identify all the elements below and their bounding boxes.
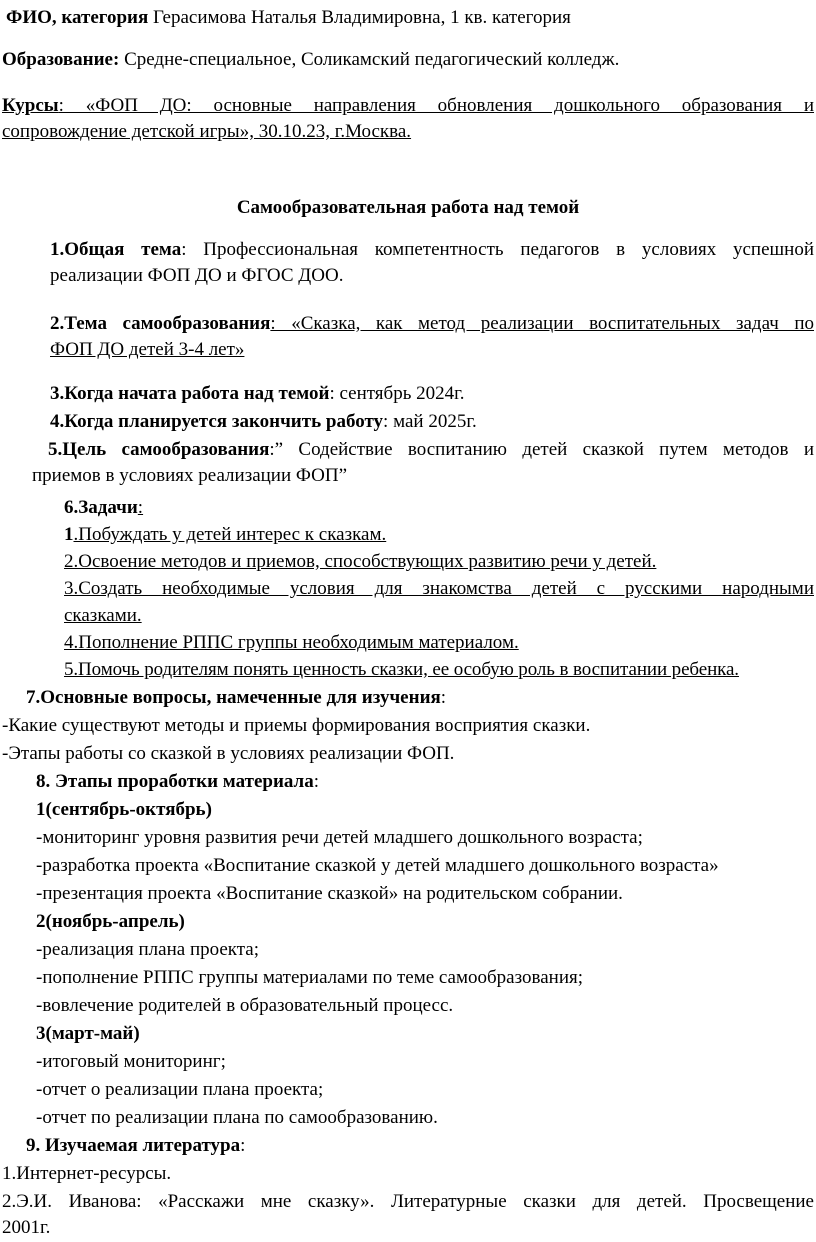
stage-2-item-1: -реализация плана проекта; (36, 939, 259, 960)
courses-text: : «ФОП ДО: основные направления обновления дошкольного образования и (58, 95, 814, 116)
task-4: 4.Пополнение РППС группы необходимым материалом. (64, 632, 519, 653)
fio-label: ФИО, категория (6, 7, 149, 28)
literature-1: 1.Интернет-ресурсы. (2, 1163, 172, 1184)
question-1: -Какие существуют методы и приемы формирования восприятия сказки. (2, 715, 591, 736)
self-education-topic-line-2: ФОП ДО детей 3-4 лет» (50, 339, 245, 360)
literature-heading: 9. Изучаемая литература: (26, 1135, 246, 1156)
task-5: 5.Помочь родителям понять ценность сказки, ее особую роль в воспитании ребенка. (64, 659, 739, 680)
literature-2-line-2: 2001г. (2, 1217, 51, 1238)
stages-heading: 8. Этапы проработки материала: (36, 771, 319, 792)
general-topic-line-2: реализации ФОП ДО и ФГОС ДОО. (50, 265, 344, 286)
goal-line-2: приемов в условиях реализации ФОП” (32, 465, 348, 486)
goal-label: 5.Цель самообразования (48, 439, 270, 460)
goal-line-1: 5.Цель самообразования:” Содействие воспитанию детей сказкой путем методов и (48, 439, 814, 460)
stage-2-item-2: -пополнение РППС группы материалами по теме самообразования; (36, 967, 584, 988)
self-education-topic-line-1: 2.Тема самообразования: «Сказка, как метод реализации воспитательных задач по (50, 313, 814, 334)
stage-1-item-3: -презентация проекта «Воспитание сказкой» на родительском собрании. (36, 883, 623, 904)
questions-heading: 7.Основные вопросы, намеченные для изучения: (26, 687, 447, 708)
courses-line-2: сопровождение детской игры», 30.10.23, г.Москва. (2, 121, 412, 142)
general-topic-label: 1.Общая тема (50, 239, 182, 260)
question-2: -Этапы работы со сказкой в условиях реализации ФОП. (2, 743, 455, 764)
education-line (2, 48, 619, 72)
stage-3-title: 3(март-май) (36, 1023, 140, 1044)
fio-line (6, 6, 571, 30)
start-date-line: 3.Когда начата работа над темой: сентябрь 2024г. (50, 383, 465, 404)
task-1: 1.Побуждать у детей интерес к сказкам. (64, 524, 387, 545)
stage-2-title: 2(ноябрь-апрель) (36, 911, 185, 932)
literature-2-line-1: 2.Э.И. Иванова: «Расскажи мне сказку». Литературные сказки для детей. Просвещение (2, 1191, 814, 1212)
stage-3-item-3: -отчет по реализации плана по самообразованию. (36, 1107, 438, 1128)
stage-3-item-2: -отчет о реализации плана проекта; (36, 1079, 324, 1100)
self-education-topic-label: 2.Тема самообразования (50, 313, 271, 334)
task-3-line-2: сказками. (64, 605, 142, 626)
stage-1-title: 1(сентябрь-октябрь) (36, 799, 212, 820)
task-2: 2.Освоение методов и приемов, способствующих развитию речи у детей. (64, 551, 657, 572)
courses-label: Курсы (2, 95, 59, 116)
tasks-heading: 6.Задачи: (64, 497, 144, 518)
education-value: Средне-специальное, Соликамский педагогический колледж. (119, 49, 620, 70)
education-label: Образование: (2, 49, 120, 70)
fio-value: Герасимова Наталья Владимировна, 1 кв. категория (148, 7, 571, 28)
end-date-line: 4.Когда планируется закончить работу: май 2025г. (50, 411, 477, 432)
stage-1-item-2: -разработка проекта «Воспитание сказкой у детей младшего дошкольного возраста» (36, 855, 719, 876)
stage-2-item-3: -вовлечение родителей в образовательный процесс. (36, 995, 454, 1016)
task-3-line-1: 3.Создать необходимые условия для знакомства детей с русскими народными (64, 578, 814, 599)
courses-line-1 (2, 94, 814, 118)
stage-3-item-1: -итоговый мониторинг; (36, 1051, 226, 1072)
stage-1-item-1: -мониторинг уровня развития речи детей младшего дошкольного возраста; (36, 827, 643, 848)
general-topic-line-1: 1.Общая тема: Профессиональная компетентность педагогов в условиях успешной (50, 239, 814, 260)
page-title: Самообразовательная работа над темой (236, 197, 580, 218)
